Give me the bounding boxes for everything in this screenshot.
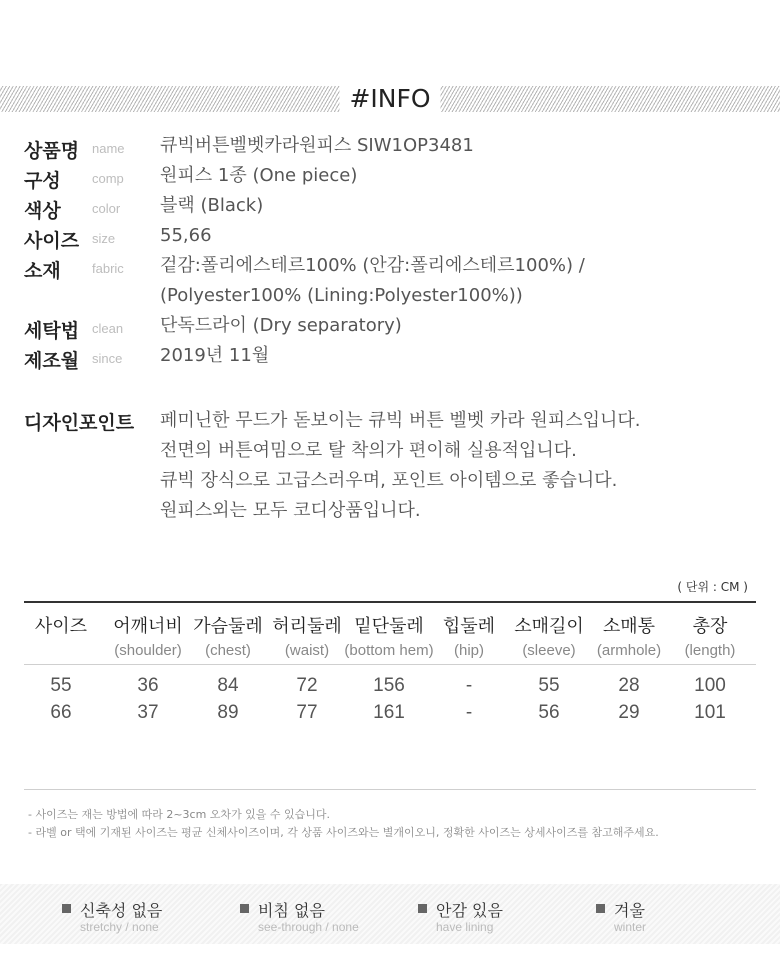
table-cell: -	[465, 675, 473, 696]
header-ko: 소매통	[602, 616, 656, 637]
spec-value: 블랙 (Black)	[160, 195, 264, 216]
spec-label: 색상	[24, 200, 61, 222]
spec-row-clean	[24, 314, 764, 344]
table-cell: 161	[373, 702, 405, 723]
feature-label: 비침 없음	[258, 901, 325, 920]
header-ko: 소매길이	[514, 616, 584, 637]
table-top-rule	[24, 601, 756, 603]
header-en: (shoulder)	[114, 642, 182, 659]
square-bullet-icon	[240, 904, 249, 913]
table-cell: 100	[694, 675, 726, 696]
spec-row-name	[24, 134, 764, 164]
design-point-line: 페미닌한 무드가 돋보이는 큐빅 버튼 벨벳 카라 원피스입니다.	[160, 410, 641, 431]
spec-label-en: since	[92, 351, 123, 366]
spec-label: 소재	[24, 260, 61, 282]
spec-value: 단독드라이 (Dry separatory)	[160, 315, 402, 336]
table-cell: 84	[217, 675, 239, 696]
header-en: (sleeve)	[522, 642, 576, 659]
feature-label: 신축성 없음	[80, 901, 163, 920]
table-cell: 37	[137, 702, 159, 723]
feature-label: 겨울	[614, 901, 645, 920]
product-spec-list	[24, 134, 764, 374]
design-point-line: 원피스외는 모두 코디상품입니다.	[160, 500, 421, 521]
square-bullet-icon	[418, 904, 427, 913]
header-en: (bottom hem)	[344, 642, 434, 659]
spec-row-since	[24, 344, 764, 374]
spec-value: 겉감:폴리에스테르100% (안감:폴리에스테르100%) / (Polyester100% (Lining:Polyester100%))	[160, 255, 585, 306]
feature-label-en: see-through / none	[258, 920, 359, 934]
header-ko: 사이즈	[34, 616, 88, 637]
table-cell: 55	[538, 675, 560, 696]
spec-label-en: fabric	[92, 261, 124, 276]
table-cell: 55	[50, 675, 72, 696]
header-ko: 총장	[692, 616, 728, 637]
size-table-header	[655, 612, 765, 659]
spec-label: 상품명	[24, 140, 80, 162]
header-en: (length)	[684, 642, 736, 659]
table-cell: 66	[50, 702, 72, 723]
table-header-divider	[24, 664, 756, 665]
spec-label-en: clean	[92, 321, 124, 336]
spec-value: 2019년 11월	[160, 345, 270, 366]
spec-label: 제조월	[24, 350, 80, 372]
table-cell: 72	[296, 675, 318, 696]
header-en: (armhole)	[596, 642, 662, 659]
info-band	[0, 86, 780, 112]
table-bottom-rule	[24, 789, 756, 790]
feature-label: 안감 있음	[436, 901, 503, 920]
design-point-line: 큐빅 장식으로 고급스러우며, 포인트 아이템으로 좋습니다.	[160, 470, 618, 491]
header-ko: 밑단둘레	[354, 616, 424, 637]
size-unit-label: ( 단위 : CM )	[677, 580, 748, 594]
spec-label-en: comp	[92, 171, 124, 186]
table-cell: 29	[618, 702, 640, 723]
square-bullet-icon	[62, 904, 71, 913]
info-title: #INFO	[339, 86, 440, 112]
table-cell: 36	[137, 675, 159, 696]
table-cell: 28	[618, 675, 640, 696]
header-ko: 어깨너비	[113, 616, 183, 637]
header-ko: 가슴둘레	[193, 616, 263, 637]
spec-value: 큐빅버튼벨벳카라원피스 SIW1OP3481	[160, 135, 474, 156]
table-cell: 101	[694, 702, 726, 723]
header-ko: 허리둘레	[272, 616, 342, 637]
feature-label-en: have lining	[436, 920, 494, 934]
header-en: (chest)	[205, 642, 251, 659]
spec-value: 55,66	[160, 225, 212, 246]
table-cell: 89	[217, 702, 239, 723]
spec-label-en: color	[92, 201, 121, 216]
spec-row-color	[24, 194, 764, 224]
size-notes	[28, 806, 659, 842]
spec-label-en: name	[92, 141, 125, 156]
spec-row-size	[24, 224, 764, 254]
design-point-text	[160, 406, 640, 526]
header-en: (hip)	[453, 642, 484, 659]
spec-row-comp	[24, 164, 764, 194]
table-cell: -	[465, 702, 473, 723]
note-line: - 라벨 or 택에 기재된 사이즈는 평균 신체사이즈이며, 각 상품 사이즈와는 별개이오니, 정확한 사이즈는 상세사이즈를 참고해주세요.	[28, 826, 659, 839]
table-cell: 77	[296, 702, 318, 723]
table-cell: 156	[373, 675, 405, 696]
spec-label: 구성	[24, 170, 61, 192]
feature-label-en: stretchy / none	[80, 920, 159, 934]
table-cell: 56	[538, 702, 560, 723]
spec-label: 세탁법	[24, 320, 80, 342]
header-ko: 힙둘레	[442, 616, 496, 637]
spec-label: 사이즈	[24, 230, 80, 252]
header-en: (waist)	[284, 642, 330, 659]
square-bullet-icon	[596, 904, 605, 913]
design-point-label: 디자인포인트	[24, 412, 135, 434]
feature-bar	[0, 884, 780, 944]
design-point-line: 전면의 버튼여밈으로 탈 착의가 편이해 실용적입니다.	[160, 440, 577, 461]
note-line: - 사이즈는 재는 방법에 따라 2~3cm 오차가 있을 수 있습니다.	[28, 808, 331, 821]
spec-row-fabric	[24, 254, 764, 314]
feature-label-en: winter	[614, 920, 647, 934]
spec-value: 원피스 1종 (One piece)	[160, 165, 358, 186]
spec-label-en: size	[92, 231, 116, 246]
